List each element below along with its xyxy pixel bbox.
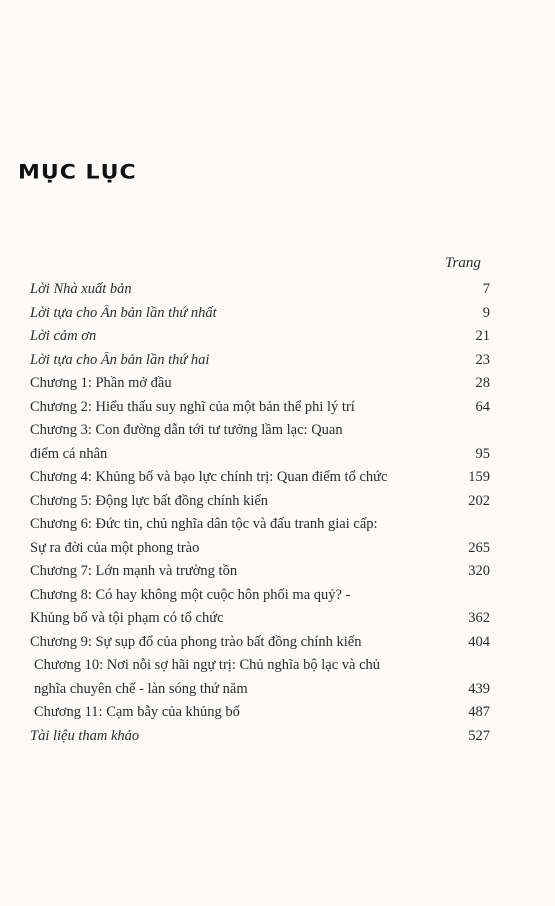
toc-entry-label: Chương 10: Nơi nỗi sợ hãi ngự trị: Chủ nghĩa bộ lạc và chủ [34,657,381,673]
toc-entry-page: 64 [475,398,490,415]
toc-entry-page: 362 [468,610,490,626]
toc-entry [30,587,490,611]
toc-entry [30,281,490,305]
toc-entry [30,305,490,329]
toc-entry-label: Tài liệu tham khảo [30,727,140,744]
toc-entry-label: Lời Nhà xuất bản [30,281,132,297]
toc-entry-page: 202 [468,492,490,509]
toc-entry-page: 487 [468,704,490,720]
toc-entry-page: 159 [468,469,490,485]
toc-entry-page: 95 [475,445,490,462]
toc-entry [30,493,490,517]
toc-entry [30,516,490,540]
toc-entry-label: Chương 5: Động lực bất đồng chính kiến [30,492,269,509]
toc-entry-page: 7 [482,281,490,297]
toc-entry [30,540,490,564]
toc-entry-page: 404 [468,633,490,650]
toc-entry-label: điểm cá nhân [30,445,108,462]
toc-entry [30,328,490,352]
toc-entry [30,681,490,705]
toc-entry [30,375,490,399]
toc-entry-label: Lời cảm ơn [30,328,97,344]
page-title: MỤC LỤC [18,161,137,184]
toc-entry-label: Chương 3: Con đường dẫn tới tư tưởng lầm lạc: Quan [30,422,343,438]
toc-entry-page: 527 [468,727,490,744]
page-column-header: Trang [445,255,481,271]
toc-entry-page: 265 [468,539,490,556]
toc-entry [30,399,490,423]
toc-entry [30,446,490,470]
toc-entry [30,634,490,658]
toc-entry-label: Chương 1: Phần mở đầu [30,375,172,391]
toc-entry [30,704,490,728]
toc-entry [30,728,490,752]
toc-entry-page: 439 [468,680,490,697]
toc-entry-label: Lời tựa cho Ấn bản lần thứ nhất [30,304,217,321]
table-of-contents [30,281,490,751]
toc-entry [30,610,490,634]
toc-entry-label: Chương 11: Cạm bẫy của khủng bố [34,704,240,720]
toc-entry [30,563,490,587]
toc-entry-label: Chương 7: Lớn mạnh và trường tồn [30,563,238,579]
toc-entry-label: Chương 8: Có hay không một cuộc hôn phối ma quỷ? - [30,586,351,603]
toc-entry [30,657,490,681]
toc-entry-label: Chương 9: Sự sụp đổ của phong trào bất đồng chính kiến [30,633,362,650]
toc-entry-label: Chương 4: Khủng bố và bạo lực chính trị: Quan điểm tổ chức [30,469,388,485]
toc-entry-page: 21 [475,328,490,344]
toc-entry-page: 28 [475,375,490,391]
toc-entry-label: Chương 2: Hiểu thấu suy nghĩ của một bản thể phi lý trí [30,398,355,415]
toc-entry [30,422,490,446]
toc-entry-page: 23 [475,351,490,368]
toc-entry-page: 9 [482,304,490,321]
toc-entry-label: Lời tựa cho Ấn bản lần thứ hai [30,351,210,368]
toc-entry [30,469,490,493]
toc-entry-label: Khủng bố và tội phạm có tổ chức [30,610,224,626]
toc-entry-label: nghĩa chuyên chế - làn sóng thứ năm [34,680,248,697]
toc-entry-label: Chương 6: Đức tin, chủ nghĩa dân tộc và đấu tranh giai cấp: [30,516,378,532]
toc-entry-label: Sự ra đời của một phong trào [30,539,200,556]
toc-entry-page: 320 [468,563,490,579]
toc-entry [30,352,490,376]
